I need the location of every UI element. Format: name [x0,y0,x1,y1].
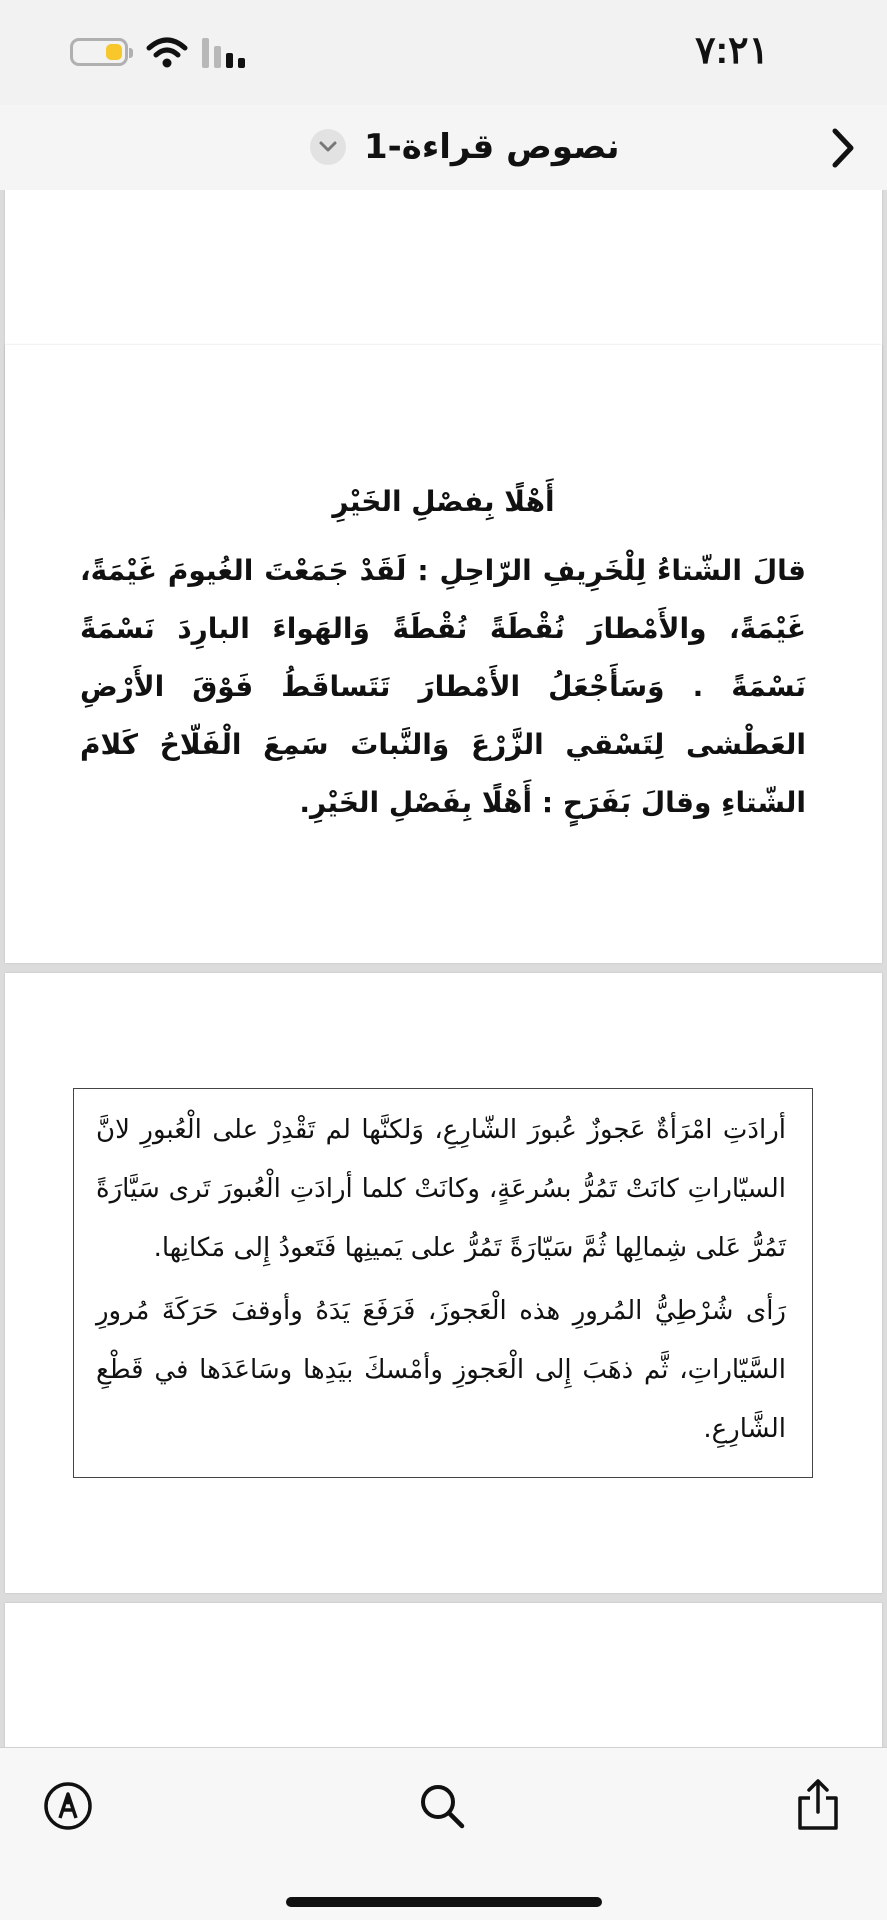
search-icon[interactable] [414,1778,470,1834]
page1-body: قالَ الشّتاءُ لِلْخَرِيفِ الرّاحِلِ : لَقَدْ جَمَعْتَ الغُيومَ غَيْمَةً، غَيْمَةً، والأَمْطارَ نُقْطَةً نُقْطَةً وَالهَواءَ البارِدَ نَسْمَةً نَسْمَةً . وَسَأَجْعَلُ الأَمْطارَ تَتَساقَطُ فَوْقَ الأَرْضِ العَطْشى لِتَسْقي الزَّرْعَ وَالنَّباتَ سَمِعَ الْفَلّاحُ كَلامَ الشّتاءِ وقالَ بَفَرَحٍ : أَهْلًا بِفَصْلِ الخَيْرِ. [80,554,806,819]
battery-icon [70,38,128,66]
page1-title: أَهْلًا بِفصْلِ الخَيْرِ [332,485,555,518]
navigation-bar [0,105,887,191]
share-icon[interactable] [790,1778,846,1834]
chevron-down-icon [319,141,337,153]
pdf-page-next [5,1603,882,1747]
battery-level-fill [106,44,122,60]
story-text-box [73,1088,813,1478]
markup-pen-icon[interactable] [40,1778,96,1834]
status-bar [0,0,887,105]
status-time: ٧:٢١ [695,30,769,72]
wifi-icon [145,36,189,70]
chevron-right-icon[interactable] [823,123,863,173]
story-paragraph-1: أرادَتِ امْرَأةٌ عَجوزٌ عُبورَ الشّارِعِ، وَلكنَّها لم تَقْدِرْ على الْعُبورِ لانَّ السيّاراتِ كانَتْ تَمُرُّ بسُرعَةٍ، وكانَتْ كلما أرادَتِ الْعُبورَ تَرى سَيَّارَةً تَمُرُّ عَلى شِمالِها ثُمَّ سَيّارَةً تَمُرُّ على يَمينِها فَتَعودُ إِلى مَكانِها. [96,1115,786,1263]
pdf-page-1 [5,345,882,963]
pdf-page-2 [5,973,882,1593]
document-scroll-area[interactable] [0,190,887,1747]
cellular-signal-icon [202,38,252,68]
story-paragraph-2: رَأى شُرْطِيُّ المُرورِ هذه الْعَجوزَ، فَرَفَعَ يَدَهُ وأوقفَ حَرَكَةَ مُرورِ السَّيّاراتِ، ثَّم ذهَبَ إِلى الْعَجوزِ وأمْسكَ بيَدِها وسَاعَدَها في قَطْعِ الشَّارِعِ. [96,1296,786,1444]
title-menu-button[interactable] [310,129,346,165]
bottom-toolbar [0,1747,887,1920]
document-title-button[interactable] [310,119,619,175]
document-title: نصوص قراءة-1 [364,127,620,167]
home-indicator[interactable] [286,1897,602,1907]
